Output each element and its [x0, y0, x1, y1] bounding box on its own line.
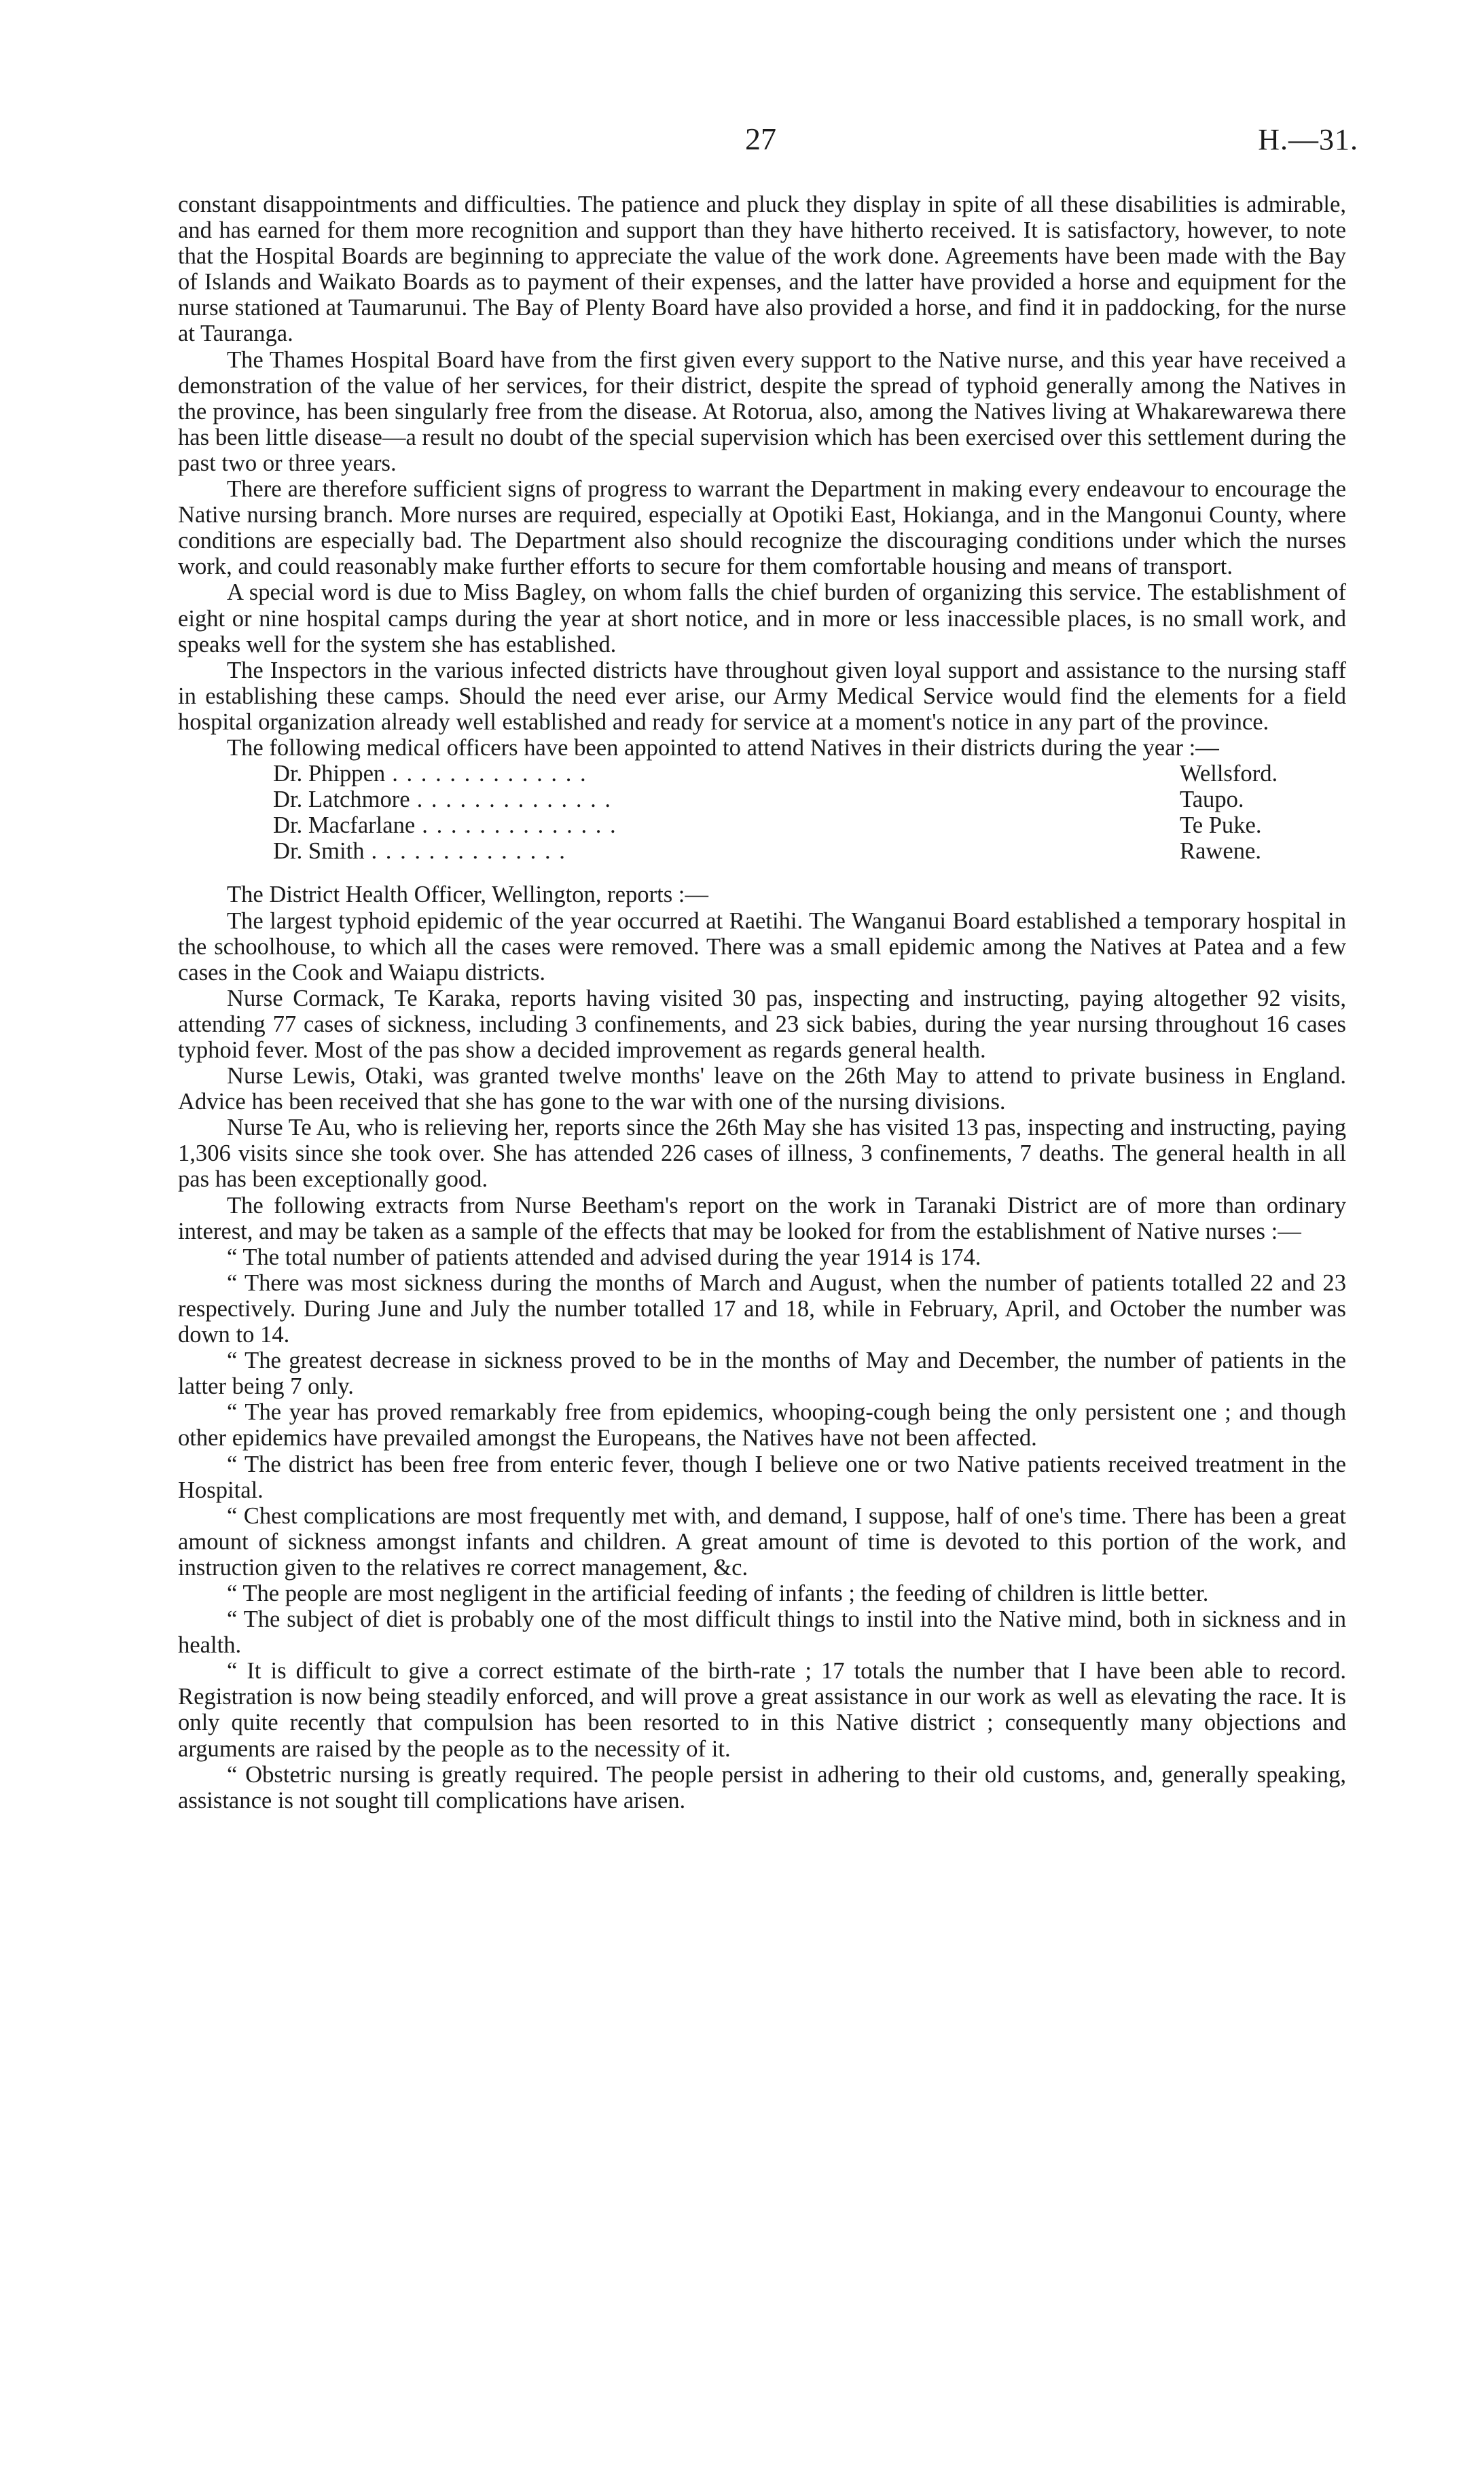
officer-place: Wellsford.	[1180, 761, 1278, 787]
quoted-paragraph: “ The district has been free from enteric fever, though I believe one or two Native patients received treatment in the Hospital.	[178, 1451, 1346, 1503]
officer-row	[273, 787, 1319, 812]
page-body	[178, 192, 1346, 1814]
quoted-paragraph: “ The year has proved remarkably free from epidemics, whooping-cough being the only persistent one ; and though other epidemics have prevailed amongst the Europeans, the Natives have not been affected.	[178, 1399, 1346, 1451]
paragraph: Nurse Te Au, who is relieving her, reports since the 26th May she has visited 13 pas, inspecting and instructing, paying 1,306 visits since she took over. She has attended 226 cases of illness, 3 confinements, 7 deaths. The general health in all pas has been exceptionally good.	[178, 1115, 1346, 1193]
page-number: 27	[745, 122, 776, 156]
paragraph: constant disappointments and difficulties. The patience and pluck they display in spite of all these disabilities is admirable, and has earned for them more recognition and support than they have hitherto received. It is satisfactory, however, to note that the Hospital Boards are beginning to appreciate the value of the work done. Agreements have been made with the Bay of Islands and Waikato Boards as to payment of their expenses, and the latter have provided a horse and equipment for the nurse stationed at Taumarunui. The Bay of Plenty Board have also provided a horse, and find it in paddocking, for the nurse at Tauranga.	[178, 192, 1346, 347]
paragraph: Nurse Lewis, Otaki, was granted twelve months' leave on the 26th May to attend to private business in England. Advice has been received that she has gone to the war with one of the nursing divisions.	[178, 1063, 1346, 1115]
officer-name: Dr. Smith	[273, 838, 365, 865]
officer-place: Rawene.	[1180, 838, 1262, 865]
quoted-paragraph: “ The greatest decrease in sickness proved to be in the months of May and December, the number of patients in the latter being 7 only.	[178, 1348, 1346, 1400]
leader-dots: . . . . . . . . . . . . . .	[392, 761, 587, 787]
quoted-paragraph: “ The total number of patients attended and advised during the year 1914 is 174.	[227, 1244, 981, 1270]
leader-dots: . . . . . . . . . . . . . .	[371, 838, 566, 865]
quoted-paragraph: “ Chest complications are most frequently met with, and demand, I suppose, half of one's time. There has been a great amount of sickness amongst infants and children. A great amount of time is devoted to this portion of the work, and instruction given to the relatives re correct management, &c.	[178, 1502, 1346, 1581]
leader-dots: . . . . . . . . . . . . . .	[416, 787, 613, 813]
paragraph: There are therefore sufficient signs of progress to warrant the Department in making every endeavour to encourage the Native nursing branch. More nurses are required, especially at Opotiki East, Hokianga, and in the Mangonui County, where conditions are especially bad. The Department also should recognize the discouraging conditions under which the nurses work, and could reasonably make further efforts to secure for them comfortable housing and means of transport.	[178, 476, 1346, 580]
paragraph: A special word is due to Miss Bagley, on whom falls the chief burden of organizing this service. The establishment of eight or nine hospital camps during the year at short notice, and in more or less inaccessible places, is no small work, and speaks well for the system she has established.	[178, 579, 1346, 657]
paragraph: The largest typhoid epidemic of the year occurred at Raetihi. The Wanganui Board established a temporary hospital in the schoolhouse, to which all the cases were removed. There was a small epidemic among the Natives at Patea and a few cases in the Cook and Waiapu districts.	[178, 907, 1346, 986]
officer-name: Dr. Macfarlane	[273, 812, 416, 839]
quoted-paragraph: “ The people are most negligent in the artificial feeding of infants ; the feeding of children is little better.	[227, 1580, 1209, 1606]
paragraph: The Thames Hospital Board have from the first given every support to the Native nurse, and this year have received a demonstration of the value of her services, for their district, despite the spread of typhoid generally among the Natives in the province, has been singularly free from the disease. At Rotorua, also, among the Natives living at Whakarewarewa there has been little disease—a result no doubt of the special supervision which has been exercised over this settlement during the past two or three years.	[178, 346, 1346, 476]
medical-officers-list	[273, 761, 1319, 864]
quoted-paragraph: “ The subject of diet is probably one of the most difficult things to instil into the Native mind, both in sickness and in health.	[178, 1606, 1346, 1659]
officer-place: Taupo.	[1180, 787, 1244, 813]
officer-row	[273, 761, 1319, 787]
quoted-paragraph: “ Obstetric nursing is greatly required. The people persist in adhering to their old customs, and, generally speaking, assistance is not sought till complications have arisen.	[178, 1761, 1346, 1814]
officer-name: Dr. Latchmore	[273, 787, 410, 813]
officer-row	[273, 812, 1319, 838]
paragraph: The Inspectors in the various infected districts have throughout given loyal support and assistance to the nursing staff in establishing these camps. Should the need ever arise, our Army Medical Service would find the elements for a field hospital organization already well established and ready for service at a moment's notice in any part of the province.	[178, 657, 1346, 735]
document-reference: H.—31.	[1258, 123, 1358, 156]
quoted-paragraph: “ It is difficult to give a correct estimate of the birth-rate ; 17 totals the number that I have been able to record. Registration is now being steadily enforced, and will prove a great assistance in our work as well as elevating the race. It is only quite recently that compulsion has been resorted to in this Native district ; consequently many objections and arguments are raised by the people as to the necessity of it.	[178, 1658, 1346, 1762]
paragraph: The following extracts from Nurse Beetham's report on the work in Taranaki District are of more than ordinary interest, and may be taken as a sample of the effects that may be looked for from the establishment of Native nurses :—	[178, 1192, 1346, 1244]
officer-row	[273, 838, 1319, 864]
officer-name: Dr. Phippen	[273, 761, 386, 787]
paragraph: The District Health Officer, Wellington, reports :—	[227, 882, 708, 908]
paragraph: Nurse Cormack, Te Karaka, reports having visited 30 pas, inspecting and instructing, paying altogether 92 visits, attending 77 cases of sickness, including 3 confinements, and 23 sick babies, during the year nursing throughout 16 cases typhoid fever. Most of the pas show a decided improvement as regards general health.	[178, 985, 1346, 1063]
paragraph: The following medical officers have been appointed to attend Natives in their districts during the year :—	[227, 734, 1219, 761]
quoted-paragraph: “ There was most sickness during the months of March and August, when the number of patients totalled 22 and 23 respectively. During June and July the number totalled 17 and 18, while in February, April, and October the number was down to 14.	[178, 1269, 1346, 1348]
leader-dots: . . . . . . . . . . . . . .	[422, 812, 617, 839]
officer-place: Te Puke.	[1180, 812, 1262, 839]
